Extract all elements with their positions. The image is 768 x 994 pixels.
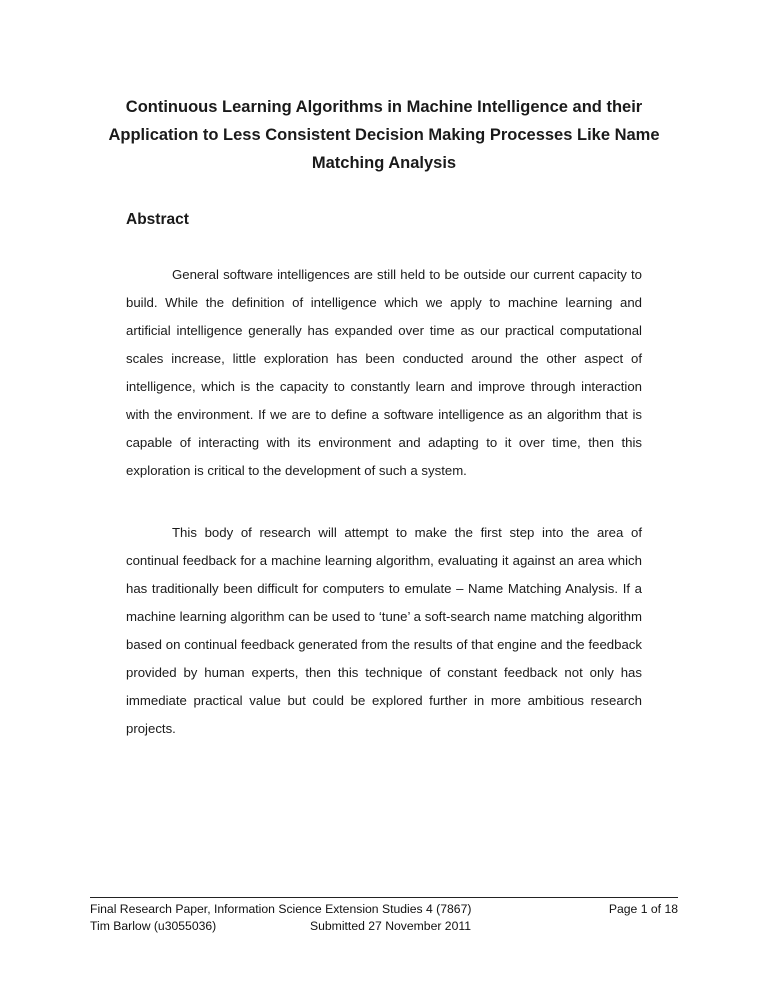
footer-divider bbox=[90, 897, 678, 898]
footer-author: Tim Barlow (u3055036) bbox=[90, 919, 217, 933]
footer-page-number: Page 1 of 18 bbox=[608, 902, 678, 916]
footer-course: Final Research Paper, Information Science Extension Studies 4 (7867) bbox=[90, 902, 472, 916]
abstract-paragraph-2 bbox=[126, 519, 642, 743]
paper-title: Continuous Learning Algorithms in Machine Intelligence and their Application to Less Consistent Decision Making Processes Like Name Matching Analysis bbox=[108, 98, 660, 172]
abstract-paragraph-1-text: General software intelligences are still held to be outside our current capacity to build. While the definition of intelligence which we apply to machine learning and artificial intelligence generally has expanded over time as our practical computational scales increase, little exploration has been conducted around the other aspect of intelligence, which is the capacity to constantly learn and improve through interaction with the environment. If we are to define a software intelligence as an algorithm that is capable of interacting with its environment and adapting to it over time, then this exploration is critical to the development of such a system. bbox=[126, 267, 642, 478]
abstract-paragraph-2-text: This body of research will attempt to make the first step into the area of continual feedback for a machine learning algorithm, evaluating it against an area which has traditionally been difficult for computers to emulate – Name Matching Analysis. If a machine learning algorithm can be used to ‘tune’ a soft-search name matching algorithm based on continual feedback generated from the results of that engine and the feedback provided by human experts, then this technique of constant feedback not only has immediate practical value but could be explored further in more ambitious research projects. bbox=[126, 525, 642, 736]
abstract-heading: Abstract bbox=[126, 211, 189, 228]
footer-submitted-date: Submitted 27 November 2011 bbox=[310, 919, 472, 933]
abstract-paragraph-1 bbox=[126, 261, 642, 485]
